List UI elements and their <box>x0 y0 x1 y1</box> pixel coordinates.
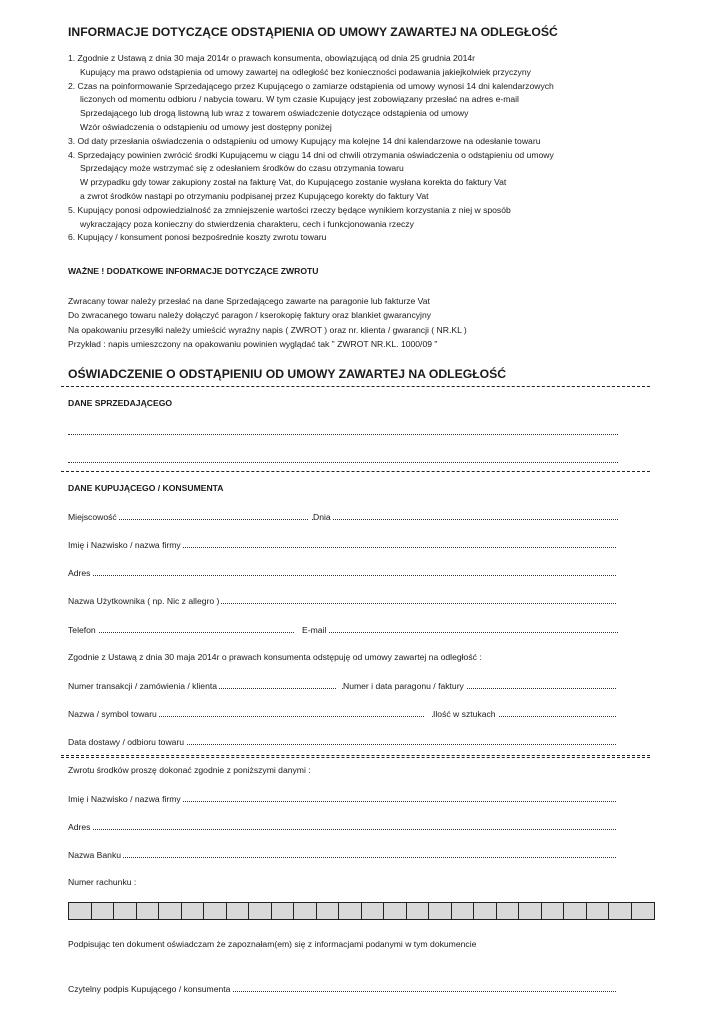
divider <box>61 757 650 758</box>
signature-label: Czytelny podpis Kupującego / konsumenta <box>68 984 231 994</box>
account-number-boxes[interactable] <box>68 902 655 920</box>
bank-field[interactable] <box>68 857 616 858</box>
info-line: 2. Czas na poinformowanie Sprzedającego przez Kupującego o zamiarze odstąpienia od umowy wynosi 14 dni kalendarzowych <box>68 80 554 91</box>
seller-heading: DANE SPRZEDAJĄCEGO <box>68 398 173 408</box>
account-label: Numer rachunku : <box>68 877 137 887</box>
info-list <box>68 52 554 245</box>
important-line: Na opakowaniu przesyłki należy umieścić wyraźny napis ( ZWROT ) oraz nr. klienta / gwarancji ( NR.KL ) <box>68 324 467 335</box>
account-digit-box[interactable] <box>339 903 362 919</box>
info-title: INFORMACJE DOTYCZĄCE ODSTĄPIENIA OD UMOWY ZAWARTEJ NA ODLEGŁOŚĆ <box>68 25 558 39</box>
info-line: 5. Kupujący ponosi odpowiedzialność za zmniejszenie wartości rzeczy będące wynikiem korzystania z niej w sposób <box>68 204 511 215</box>
divider <box>61 386 650 387</box>
account-digit-box[interactable] <box>69 903 92 919</box>
account-digit-box[interactable] <box>587 903 610 919</box>
account-digit-box[interactable] <box>609 903 632 919</box>
info-line: 1. Zgodnie z Ustawą z dnia 30 maja 2014r o prawach konsumenta, obowiązującą od dnia 25 grudnia 2014r <box>68 53 476 63</box>
confirmation-text: Podpisując ten dokument oświadczam że zapoznałam(em) się z informacjami podanymi w tym dokumencie <box>68 939 477 949</box>
account-digit-box[interactable] <box>294 903 317 919</box>
important-line: Przykład : napis umieszczony na opakowaniu powinien wyglądać tak " ZWROT NR.KL. 1000/09 " <box>68 338 438 349</box>
account-digit-box[interactable] <box>632 903 655 919</box>
account-digit-box[interactable] <box>429 903 452 919</box>
refund-intro: Zwrotu środków proszę dokonać zgodnie z poniższymi danymi : <box>68 765 311 775</box>
info-line: Wzór oświadczenia o odstąpieniu od umowy jest dostępny poniżej <box>80 121 332 132</box>
account-digit-box[interactable] <box>317 903 340 919</box>
refund-address-field[interactable] <box>68 829 616 830</box>
date-field[interactable] <box>312 519 618 520</box>
info-line: Sprzedający może wstrzymać się z odesłaniem środków do czasu otrzymania towaru <box>80 163 404 174</box>
info-line: Kupujący ma prawo odstąpienia od umowy zawartej na odległość bez konieczności podawania jakiejkolwiek przyczyny <box>80 66 531 77</box>
account-digit-box[interactable] <box>384 903 407 919</box>
name-label: Imię i Nazwisko / nazwa firmy <box>68 540 181 550</box>
divider <box>61 755 650 756</box>
date-label: Dnia <box>313 512 331 522</box>
info-line: Sprzedającego lub drogą listowną lub wraz z towarem oświadczenie dotyczące odstąpienia od umowy <box>80 108 469 119</box>
delivery-label: Data dostawy / odbioru towaru <box>68 737 185 747</box>
info-line: liczonych od momentu odbioru / nabycia towaru. W tym czasie Kupujący jest zobowiązany przesłać na adres e-mail <box>80 94 519 105</box>
username-label: Nazwa Użytkownika ( np. Nic z allegro ) <box>68 596 220 606</box>
info-line: a zwrot środków nastąpi po otrzymaniu podpisanej przez Kupującego korekty do faktury Vat <box>80 190 429 201</box>
email-field[interactable] <box>302 632 618 633</box>
quantity-label: Ilość w sztukach <box>433 709 496 719</box>
account-digit-box[interactable] <box>452 903 475 919</box>
address-field[interactable] <box>68 575 616 576</box>
info-line: 4. Sprzedający powinien zwrócić środki Kupującemu w ciągu 14 dni od chwili otrzymania oświadczenia o odstąpieniu od umowy <box>68 149 554 160</box>
seller-line-2[interactable] <box>68 462 618 463</box>
form-title: OŚWIADCZENIE O ODSTĄPIENIU OD UMOWY ZAWARTEJ NA ODLEGŁOŚĆ <box>68 367 507 381</box>
important-line: Zwracany towar należy przesłać na dane Sprzedającego zawarte na paragonie lub fakturze Vat <box>68 296 430 306</box>
product-label: Nazwa / symbol towaru <box>68 709 157 719</box>
receipt-label: Numer i data paragonu / faktury <box>343 681 464 691</box>
account-digit-box[interactable] <box>159 903 182 919</box>
account-digit-box[interactable] <box>474 903 497 919</box>
account-digit-box[interactable] <box>92 903 115 919</box>
account-digit-box[interactable] <box>497 903 520 919</box>
account-digit-box[interactable] <box>114 903 137 919</box>
info-line: 6. Kupujący / konsument ponosi bezpośrednie koszty zwrotu towaru <box>68 232 327 243</box>
important-lines <box>68 294 467 351</box>
transaction-label: Numer transakcji / zamówienia / klienta <box>68 681 218 691</box>
account-digit-box[interactable] <box>249 903 272 919</box>
place-label: Miejscowość <box>68 512 117 522</box>
account-digit-box[interactable] <box>362 903 385 919</box>
divider <box>61 471 650 472</box>
important-heading: WAŻNE ! DODATKOWE INFORMACJE DOTYCZĄCE ZWROTU <box>68 266 319 276</box>
account-digit-box[interactable] <box>272 903 295 919</box>
important-line: Do zwracanego towaru należy dołączyć paragon / kserokopię faktury oraz blankiet gwarancyjny <box>68 310 432 321</box>
bank-label: Nazwa Banku <box>68 850 122 860</box>
account-digit-box[interactable] <box>227 903 250 919</box>
phone-field[interactable] <box>68 632 294 633</box>
buyer-heading: DANE KUPUJĄCEGO / KONSUMENTA <box>68 483 224 493</box>
account-digit-box[interactable] <box>204 903 227 919</box>
statement-text: Zgodnie z Ustawą z dnia 30 maja 2014r o prawach konsumenta odstępuję od umowy zawartej na odległość : <box>68 652 482 662</box>
account-digit-box[interactable] <box>519 903 542 919</box>
refund-address-label: Adres <box>68 822 91 832</box>
account-digit-box[interactable] <box>137 903 160 919</box>
refund-name-label: Imię i Nazwisko / nazwa firmy <box>68 794 181 804</box>
phone-label: Telefon <box>68 625 96 635</box>
info-line: W przypadku gdy towar zakupiony został na fakturę Vat, do Kupującego zostanie wysłana korekta do faktury Vat <box>80 177 507 188</box>
email-label: E-mail <box>302 625 327 635</box>
seller-line-1[interactable] <box>68 434 618 435</box>
account-digit-box[interactable] <box>182 903 205 919</box>
info-line: wykraczający poza konieczny do stwierdzenia charakteru, cech i funkcjonowania rzeczy <box>80 218 414 229</box>
info-line: 3. Od daty przesłania oświadczenia o odstąpieniu od umowy Kupujący ma kolejne 14 dni kalendarzowe na odesłanie towaru <box>68 135 541 146</box>
account-digit-box[interactable] <box>407 903 430 919</box>
address-label: Adres <box>68 568 91 578</box>
account-digit-box[interactable] <box>542 903 565 919</box>
account-digit-box[interactable] <box>564 903 587 919</box>
